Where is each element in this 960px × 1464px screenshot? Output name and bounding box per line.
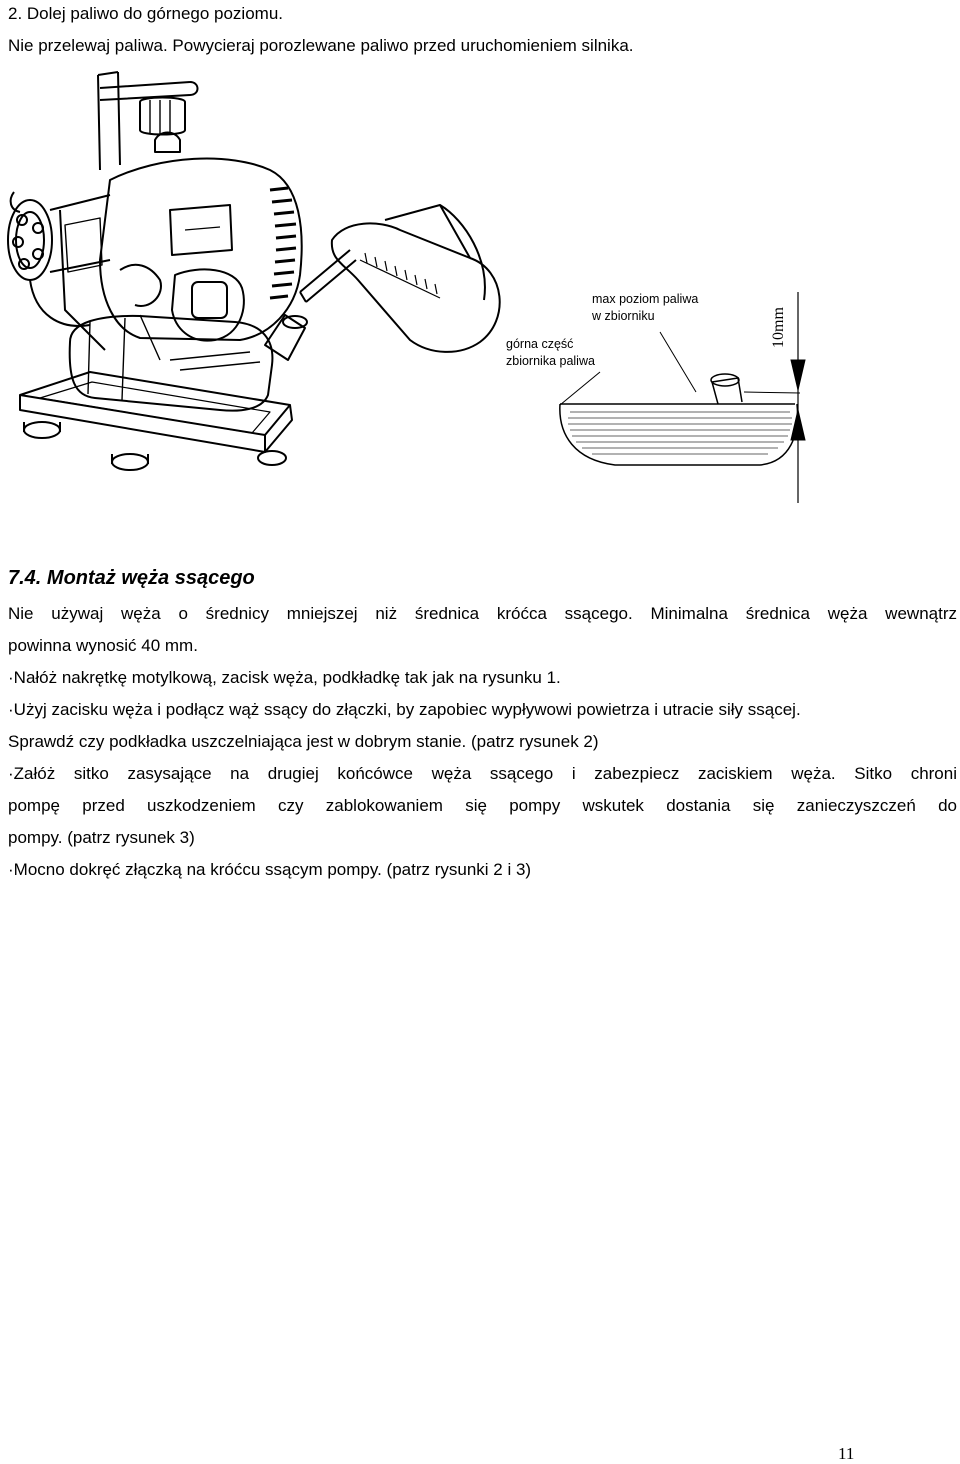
bullet-line: ·Mocno dokręć złączką na króćcu ssącym pompy. (patrz rysunki 2 i 3) (8, 860, 532, 879)
tank-top-label-line1: górna część (506, 337, 574, 351)
fuel-level-diagram (560, 292, 805, 503)
bullet-line: ·Załóż sitko zasysające na drugiej końcówce węża ssącego i zabezpiecz zaciskiem węża. Sitko chroni (8, 764, 957, 783)
water-pump-illustration (8, 72, 307, 470)
dimension-label: 10mm (770, 307, 787, 348)
bullet-line: Sprawdź czy podkładka uszczelniająca jest w dobrym stanie. (patrz rysunek 2) (8, 732, 599, 751)
intro-warning-line: Nie przelewaj paliwa. Powycieraj porozlewane paliwo przed uruchomieniem silnika. (8, 36, 634, 55)
max-level-label-line1: max poziom paliwa (592, 292, 699, 306)
tank-top-label-line2: zbiornika paliwa (506, 354, 595, 368)
bullet-line: ·Użyj zacisku węża i podłącz wąż ssący do złączki, by zapobiec wypływowi powietrza i utracie siły ssącej. (8, 700, 801, 719)
fuel-can-illustration (300, 205, 500, 352)
paragraph-line: Nie używaj węża o średnicy mniejszej niż średnica króćca ssącego. Minimalna średnica węża wewnątrz (8, 604, 957, 623)
paragraph-line: powinna wynosić 40 mm. (8, 636, 198, 655)
refuel-figure (0, 60, 960, 510)
page-number: 11 (838, 1444, 855, 1463)
max-level-label-line2: w zbiorniku (592, 309, 655, 323)
bullet-line: pompy. (patrz rysunek 3) (8, 828, 195, 847)
intro-step-line: 2. Dolej paliwo do górnego poziomu. (8, 4, 284, 23)
bullet-line: ·Nałóż nakrętkę motylkową, zacisk węża, podkładkę tak jak na rysunku 1. (8, 668, 561, 687)
section-heading: 7.4. Montaż węża ssącego (8, 567, 255, 589)
bullet-line: pompę przed uszkodzeniem czy zablokowaniem się pompy wskutek dostania się zanieczyszczeń do (8, 796, 957, 815)
